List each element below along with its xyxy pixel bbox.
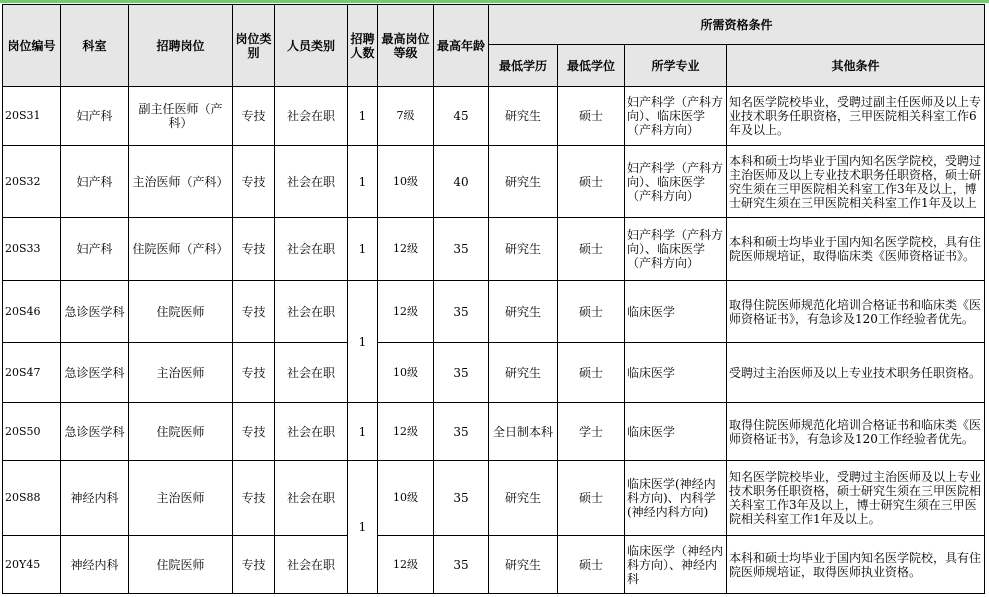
cell-edu: 研究生: [489, 218, 558, 281]
cell-count: 1: [348, 403, 378, 461]
cell-degree: 硕士: [558, 343, 625, 403]
cell-dept: 神经内科: [61, 536, 129, 594]
cell-edu: 研究生: [489, 461, 558, 536]
cell-position: 主治医师（产科）: [129, 146, 233, 218]
table-row: [3, 218, 985, 281]
cell-degree: 硕士: [558, 281, 625, 343]
cell-edu: 研究生: [489, 343, 558, 403]
cell-major: 妇产科学（产科方向）、临床医学（产科方向）: [625, 87, 727, 146]
cell-position: 主治医师: [129, 461, 233, 536]
header-qualifications: 所需资格条件: [489, 5, 985, 45]
header-code: 岗位编号: [3, 5, 61, 87]
cell-grade: 12级: [378, 281, 434, 343]
table-row: [3, 536, 985, 594]
cell-edu: 研究生: [489, 536, 558, 594]
cell-person-type: 社会在职: [275, 146, 348, 218]
header-min-degree: 最低学位: [558, 45, 625, 87]
cell-position: 副主任医师（产科）: [129, 87, 233, 146]
cell-dept: 妇产科: [61, 146, 129, 218]
cell-code: 20Y45: [3, 536, 61, 594]
cell-count: 1: [348, 146, 378, 218]
cell-major: 妇产科学（产科方向）、临床医学（产科方向）: [625, 146, 727, 218]
cell-post-type: 专技: [233, 536, 275, 594]
header-other: 其他条件: [727, 45, 985, 87]
cell-grade: 12级: [378, 403, 434, 461]
cell-dept: 急诊医学科: [61, 281, 129, 343]
cell-major: 临床医学: [625, 281, 727, 343]
cell-post-type: 专技: [233, 461, 275, 536]
cell-age: 35: [434, 343, 489, 403]
cell-age: 35: [434, 403, 489, 461]
cell-major: 临床医学: [625, 403, 727, 461]
cell-code: 20S47: [3, 343, 61, 403]
cell-count-merged: 1: [348, 281, 378, 403]
cell-age: 45: [434, 87, 489, 146]
cell-degree: 硕士: [558, 218, 625, 281]
cell-degree: 硕士: [558, 536, 625, 594]
cell-grade: 12级: [378, 536, 434, 594]
cell-code: 20S88: [3, 461, 61, 536]
cell-grade: 12级: [378, 218, 434, 281]
cell-degree: 学士: [558, 403, 625, 461]
table-row: [3, 87, 985, 146]
header-post-type: 岗位类别: [233, 5, 275, 87]
cell-post-type: 专技: [233, 281, 275, 343]
cell-dept: 急诊医学科: [61, 343, 129, 403]
cell-position: 住院医师: [129, 536, 233, 594]
cell-code: 20S31: [3, 87, 61, 146]
cell-major: 临床医学(神经内科方向)、内科学(神经内科方向): [625, 461, 727, 536]
table-row: [3, 146, 985, 218]
cell-person-type: 社会在职: [275, 403, 348, 461]
cell-degree: 硕士: [558, 87, 625, 146]
cell-age: 35: [434, 218, 489, 281]
cell-edu: 全日制本科: [489, 403, 558, 461]
cell-position: 住院医师（产科）: [129, 218, 233, 281]
cell-code: 20S46: [3, 281, 61, 343]
header-max-grade: 最高岗位等级: [378, 5, 434, 87]
cell-major: 妇产科学（产科方向）、临床医学 （产科方向）: [625, 218, 727, 281]
cell-count: 1: [348, 87, 378, 146]
cell-dept: 急诊医学科: [61, 403, 129, 461]
top-accent-bar: [0, 0, 989, 3]
cell-count: 1: [348, 218, 378, 281]
cell-other: 本科和硕士均毕业于国内知名医学院校，受聘过主治医师及以上专业技术职务任职资格，硕士研究生须在三甲医院相关科室工作3年及以上，博士研究生须在三甲医院相关科室工作1年及以上: [727, 146, 985, 218]
header-major: 所学专业: [625, 45, 727, 87]
cell-count-merged: 1: [348, 461, 378, 594]
cell-grade: 10级: [378, 461, 434, 536]
cell-degree: 硕士: [558, 146, 625, 218]
cell-person-type: 社会在职: [275, 461, 348, 536]
header-min-edu: 最低学历: [489, 45, 558, 87]
table-row: [3, 403, 985, 461]
header-person-type: 人员类别: [275, 5, 348, 87]
cell-dept: 神经内科: [61, 461, 129, 536]
cell-person-type: 社会在职: [275, 87, 348, 146]
cell-post-type: 专技: [233, 146, 275, 218]
cell-other: 本科和硕士均毕业于国内知名医学院校，具有住院医师规培证，取得医师执业资格。: [727, 536, 985, 594]
cell-grade: 7级: [378, 87, 434, 146]
cell-grade: 10级: [378, 146, 434, 218]
cell-person-type: 社会在职: [275, 536, 348, 594]
cell-dept: 妇产科: [61, 87, 129, 146]
cell-code: 20S32: [3, 146, 61, 218]
cell-post-type: 专技: [233, 343, 275, 403]
cell-age: 35: [434, 536, 489, 594]
cell-post-type: 专技: [233, 218, 275, 281]
cell-code: 20S33: [3, 218, 61, 281]
header-count: 招聘人数: [348, 5, 378, 87]
cell-edu: 研究生: [489, 281, 558, 343]
table-row: [3, 343, 985, 403]
cell-other: 本科和硕士均毕业于国内知名医学院校，具有住院医师规培证，取得临床类《医师资格证书》。: [727, 218, 985, 281]
header-dept: 科室: [61, 5, 129, 87]
cell-person-type: 社会在职: [275, 218, 348, 281]
table-row: [3, 461, 985, 536]
cell-edu: 研究生: [489, 87, 558, 146]
cell-other: 取得住院医师规范化培训合格证书和临床类《医师资格证书》，有急诊及120工作经验者优先。: [727, 281, 985, 343]
cell-post-type: 专技: [233, 403, 275, 461]
cell-position: 住院医师: [129, 281, 233, 343]
cell-major: 临床医学（神经内科方向）、神经内科: [625, 536, 727, 594]
cell-age: 40: [434, 146, 489, 218]
cell-major: 临床医学: [625, 343, 727, 403]
header-max-age: 最高年龄: [434, 5, 489, 87]
cell-position: 住院医师: [129, 403, 233, 461]
cell-other: 知名医学院校毕业，受聘过副主任医师及以上专业技术职务任职资格，三甲医院相关科室工作6年及以上。: [727, 87, 985, 146]
cell-age: 35: [434, 281, 489, 343]
header-position: 招聘岗位: [129, 5, 233, 87]
cell-other: 受聘过主治医师及以上专业技术职务任职资格。: [727, 343, 985, 403]
cell-age: 35: [434, 461, 489, 536]
table-row: [3, 281, 985, 343]
cell-other: 知名医学院校毕业，受聘过主治医师及以上专业技术职务任职资格，硕士研究生须在三甲医院相关科室工作3年及以上，博士研究生须在三甲医院相关科室工作1年及以上。: [727, 461, 985, 536]
cell-post-type: 专技: [233, 87, 275, 146]
cell-position: 主治医师: [129, 343, 233, 403]
cell-grade: 10级: [378, 343, 434, 403]
cell-degree: 硕士: [558, 461, 625, 536]
cell-dept: 妇产科: [61, 218, 129, 281]
cell-person-type: 社会在职: [275, 343, 348, 403]
cell-code: 20S50: [3, 403, 61, 461]
cell-other: 取得住院医师规范化培训合格证书和临床类《医师资格证书》，有急诊及120工作经验者优先。: [727, 403, 985, 461]
recruitment-table: [2, 4, 985, 594]
cell-edu: 研究生: [489, 146, 558, 218]
cell-person-type: 社会在职: [275, 281, 348, 343]
